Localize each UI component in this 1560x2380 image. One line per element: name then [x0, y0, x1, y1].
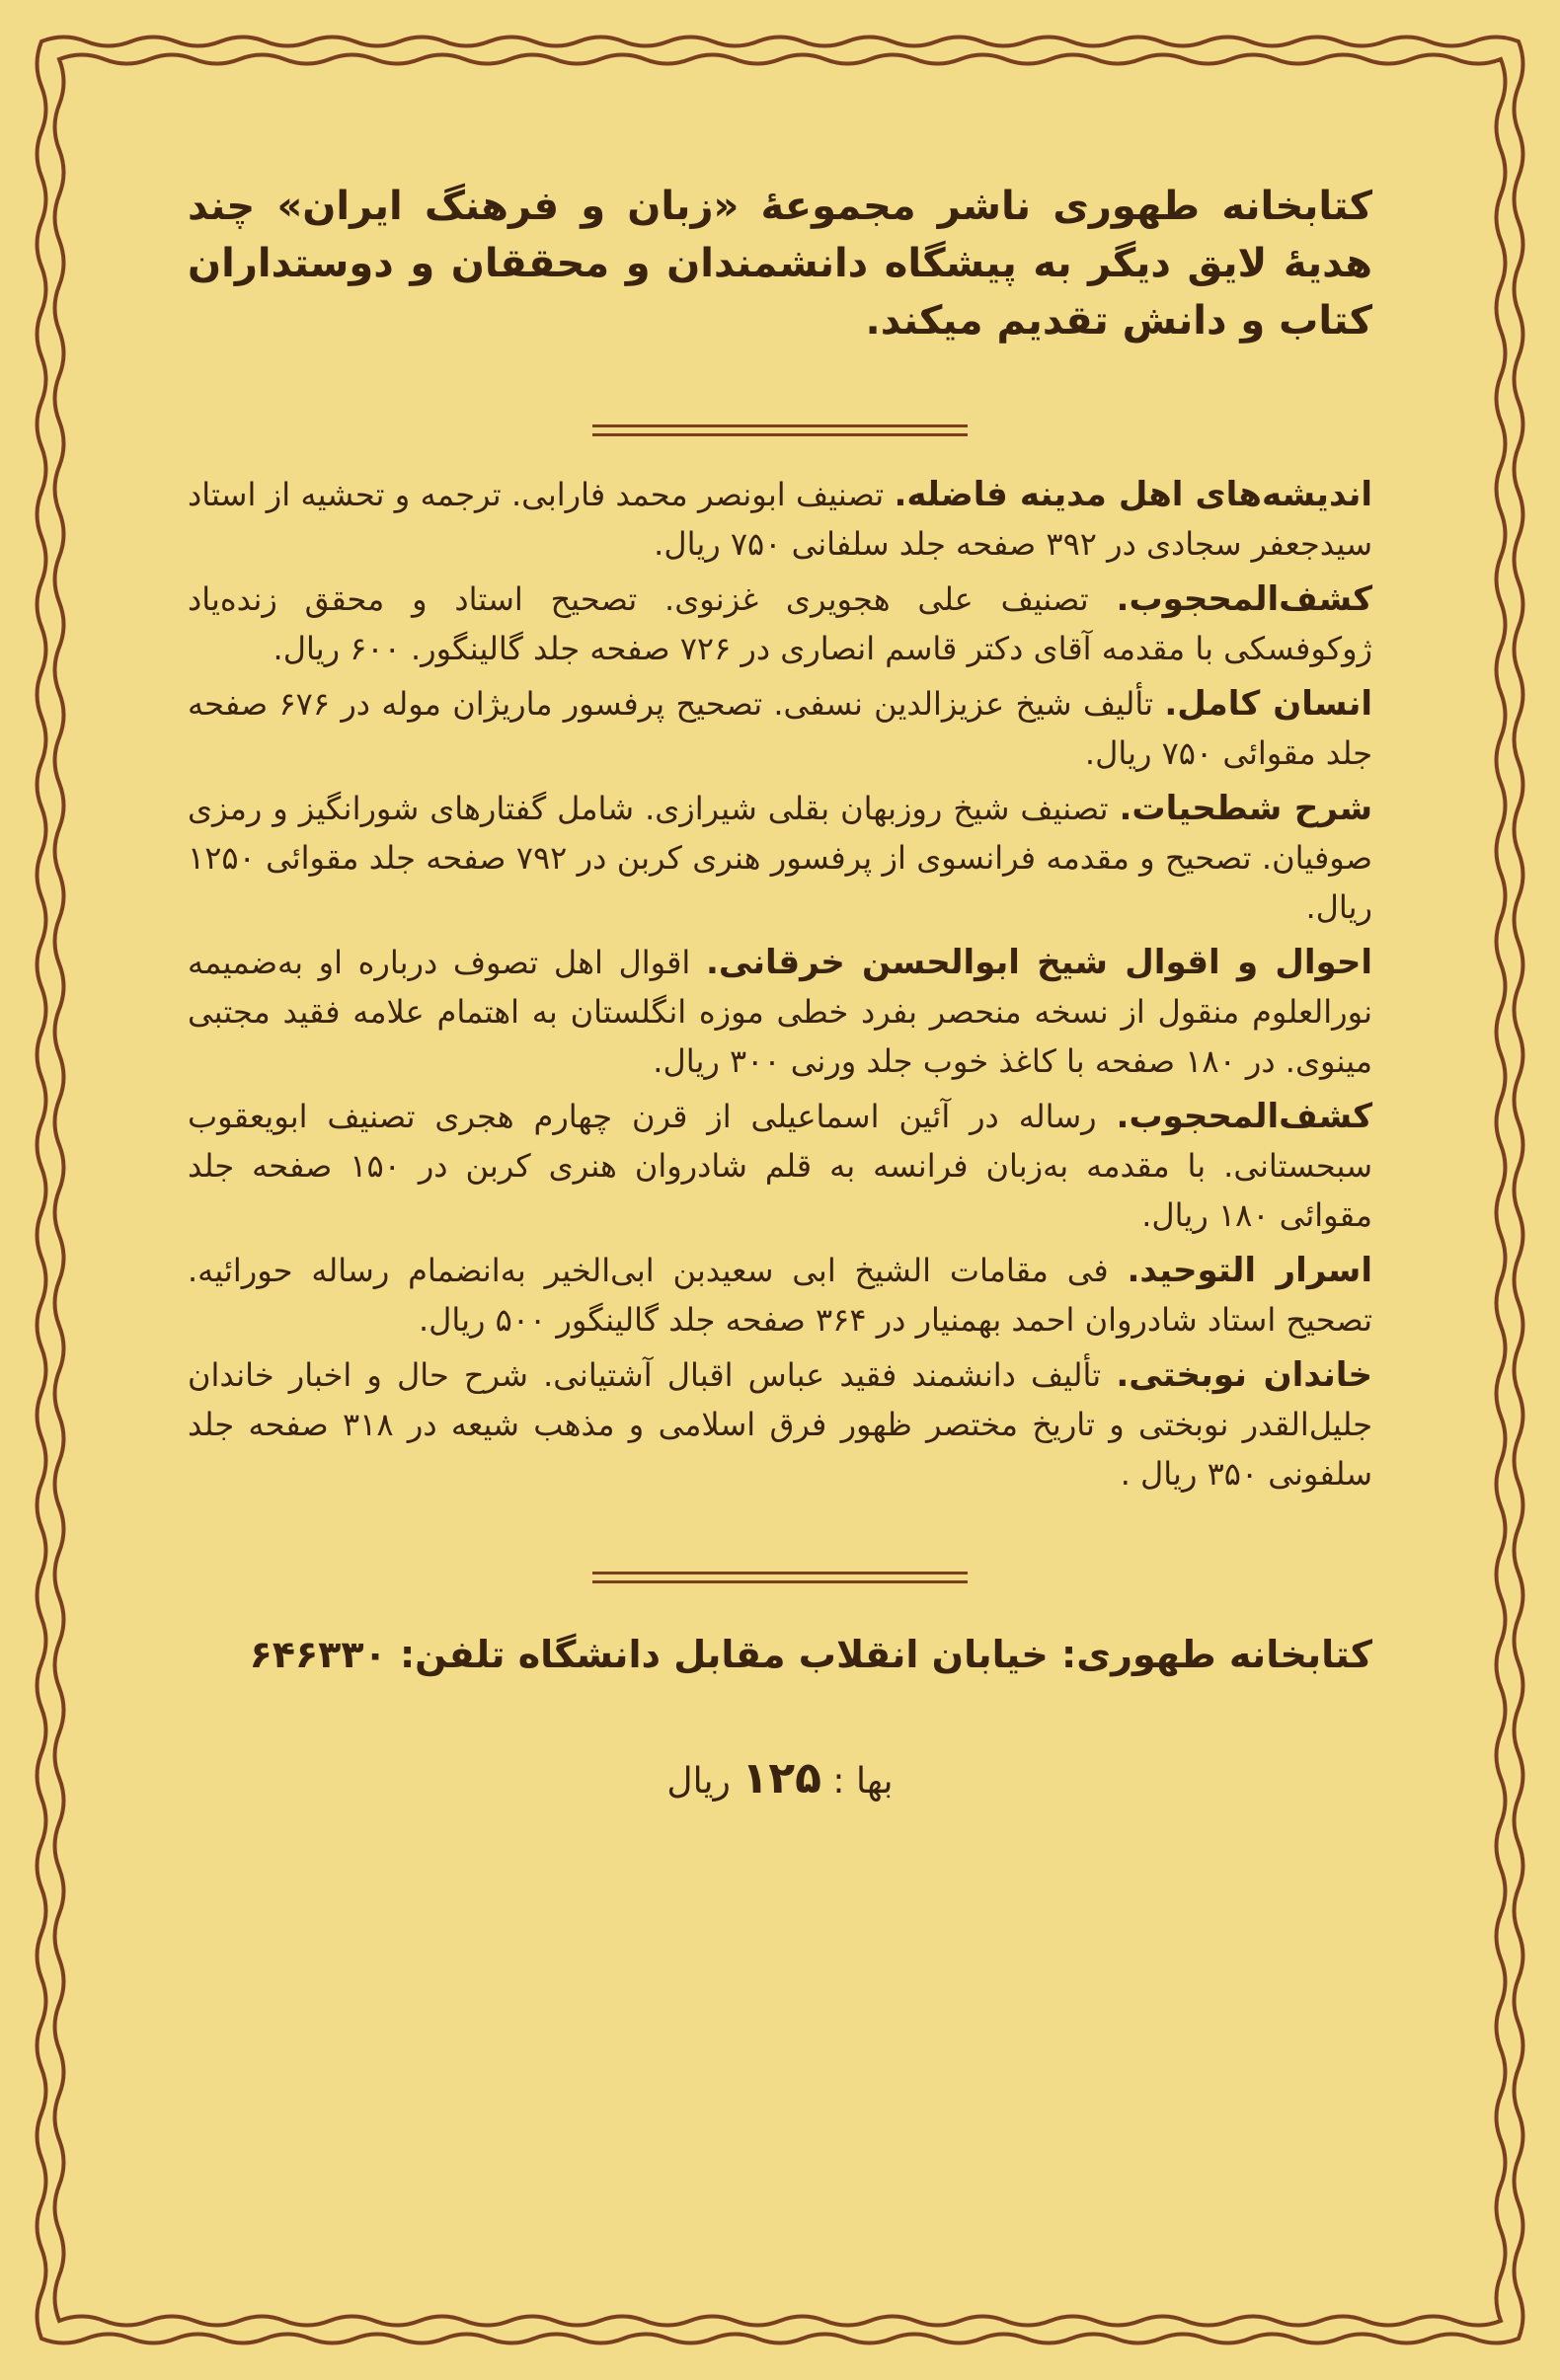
- price-unit: ریال: [666, 1761, 731, 1802]
- book-description: تصنیف ابونصر محمد فارابی. ترجمه و تحشیه از استاد سیدجعفر سجادی در ۳۹۲ صفحه جلد سلفانی ۷۵۰ ریال.: [188, 476, 1372, 563]
- book-title: انسان کامل.: [1164, 684, 1373, 724]
- book-description: تألیف شیخ عزیزالدین نسفی. تصحیح پرفسور ماریژان موله در ۶۷۶ صفحه جلد مقوائی ۷۵۰ ریال.: [188, 685, 1372, 772]
- book-description: تصنیف علی هجویری غزنوی. تصحیح استاد و محقق زنده‌یاد ژوکوفسکی با مقدمه آقای دکتر قاسم انصاری در ۷۲۶ صفحه جلد گالینگور. ۶۰۰ ریال.: [188, 580, 1372, 667]
- book-entry: [188, 679, 1372, 778]
- book-description: تصنیف شیخ روزبهان بقلی شیرازی. شامل گفتارهای شورانگیز و رمزی صوفیان. تصحیح و مقدمه فرانسوی از پرفسور هنری کربن در ۷۹۲ صفحه جلد مقوائی ۱۲۵۰ ریال.: [188, 790, 1373, 926]
- book-entry: [188, 1246, 1372, 1344]
- book-description: فی مقامات الشیخ ابی سعیدبن ابی‌الخیر به‌انضمام رساله حورائیه. تصحیح استاد شادروان احمد بهمنیار در ۳۶۴ صفحه جلد گالینگور ۵۰۰ ریال.: [188, 1252, 1372, 1339]
- book-title: اندیشه‌های اهل مدینه فاضله.: [894, 475, 1373, 514]
- book-description: اقوال اهل تصوف درباره او به‌ضمیمه نورالعلوم منقول از نسخه منحصر بفرد خطی موزه انگلستان به اهتمام علامه فقید مجتبی مینوی. در ۱۸۰ صفحه با کاغذ خوب جلد ورنی ۳۰۰ ریال.: [188, 944, 1372, 1080]
- price-label: بها :: [832, 1761, 894, 1802]
- book-entry: [188, 1350, 1372, 1498]
- price-amount: ۱۲۵: [741, 1753, 821, 1804]
- book-entry: [188, 938, 1372, 1086]
- book-entry: [188, 1092, 1372, 1240]
- book-title: کشف‌المحجوب.: [1116, 1097, 1373, 1136]
- book-title: خاندان نوبختی.: [1116, 1355, 1373, 1395]
- price-line: [188, 1751, 1372, 1809]
- book-entry: [188, 575, 1372, 673]
- book-title: اسرار التوحید.: [1127, 1251, 1373, 1290]
- book-description: رساله در آئین اسماعیلی از قرن چهارم هجری تصنیف ابویعقوب سبحستانی. با مقدمه به‌زبان فرانسه به قلم شادروان هنری کربن در ۱۵۰ صفحه جلد مقوائی ۱۸۰ ریال.: [188, 1098, 1373, 1234]
- book-title: کشف‌المحجوب.: [1116, 579, 1373, 619]
- bottom-divider: [592, 1566, 968, 1589]
- intro-paragraph: کتابخانه طهوری ناشر مجموعهٔ «زبان و فرهنگ ایران» چند هدیهٔ لایق دیگر به پیشگاه دانشمندان و محققان و دوستداران کتاب و دانش تقدیم میکند.: [188, 184, 1372, 344]
- book-entry: [188, 470, 1372, 569]
- top-divider: [592, 419, 968, 442]
- book-description: تألیف دانشمند فقید عباس اقبال آشتیانی. شرح حال و اخبار خاندان جلیل‌القدر نوبختی و تاریخ مختصر ظهور فرق اسلامی و مذهب شیعه در ۳۱۸ صفحه جلد سلفونی ۳۵۰ ریال .: [188, 1356, 1373, 1493]
- book-title: احوال و اقوال شیخ ابوالحسن خرقانی.: [705, 943, 1373, 982]
- book-title: شرح شطحیات.: [1119, 789, 1373, 828]
- book-list: [188, 470, 1372, 1498]
- page-content: [188, 178, 1372, 1845]
- book-entry: [188, 784, 1372, 932]
- bookstore-address: کتابخانه طهوری: خیابان انقلاب مقابل دانشگاه تلفن: ۶۴۶۳۳۰: [249, 1633, 1372, 1676]
